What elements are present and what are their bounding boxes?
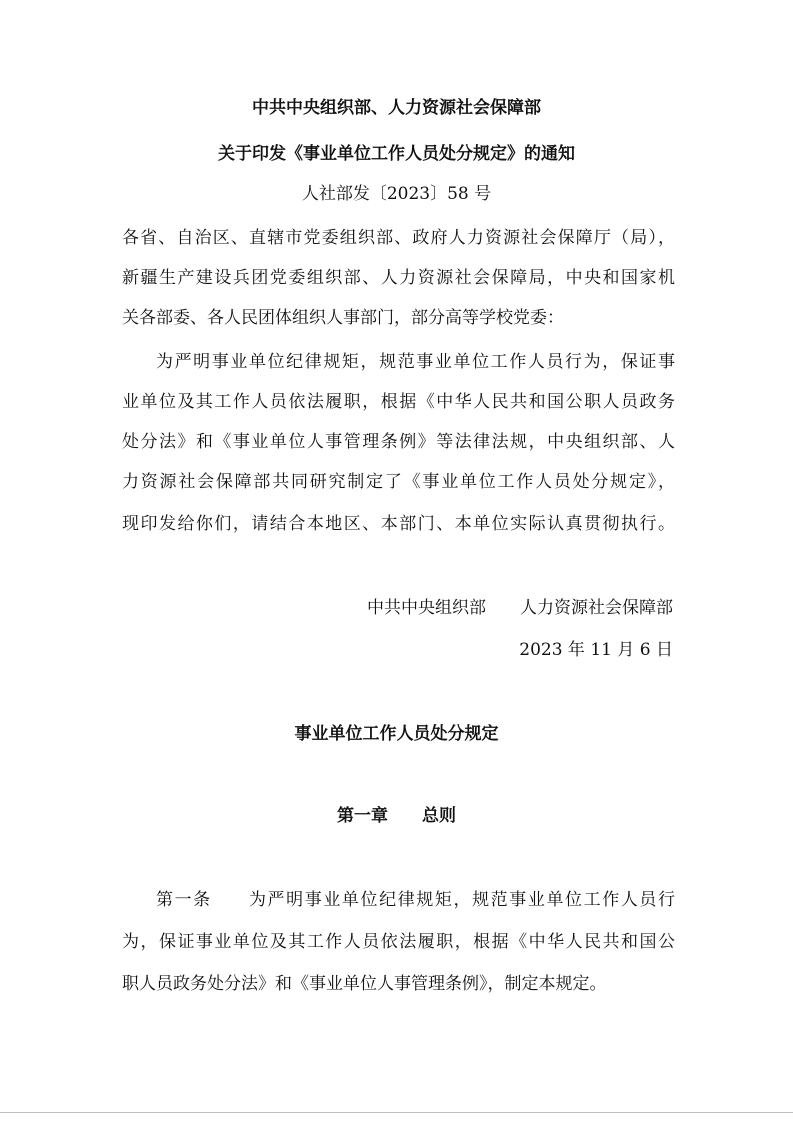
notice-body-line-5: 现印发给你们，请结合本地区、本部门、本单位实际认真贯彻执行。	[122, 514, 675, 534]
chapter-heading: 第一章 总则	[337, 806, 456, 826]
notice-body-line-4: 力资源社会保障部共同研究制定了《事业单位工作人员处分规定》，	[122, 472, 675, 492]
recipients-line-3: 关各部委、各人民团体组织人事部门，部分高等学校党委：	[122, 308, 564, 328]
recipients-line-2: 新疆生产建设兵团党委组织部、人力资源社会保障局，中央和国家机	[122, 268, 675, 288]
document-number: 人社部发〔2023〕58 号	[301, 184, 492, 204]
signature: 中共中央组织部 人力资源社会保障部	[367, 598, 673, 618]
notice-body-line-2: 业单位及其工作人员依法履职，根据《中华人民共和国公职人员政务	[122, 392, 675, 412]
notice-title-line-1: 中共中央组织部、人力资源社会保障部	[252, 98, 541, 118]
notice-title-line-2: 关于印发《事业单位工作人员处分规定》的通知	[218, 144, 575, 164]
notice-body-line-3: 处分法》和《事业单位人事管理条例》等法律法规，中央组织部、人	[122, 432, 675, 452]
issue-date: 2023 年 11 月 6 日	[519, 640, 673, 660]
article-1-line-3: 职人员政务处分法》和《事业单位人事管理条例》，制定本规定。	[122, 974, 607, 994]
page-bottom-rule	[0, 1112, 793, 1113]
notice-body-line-1: 为严明事业单位纪律规矩，规范事业单位工作人员行为，保证事	[156, 352, 675, 372]
article-1-line-1: 第一条 为严明事业单位纪律规矩，规范事业单位工作人员行	[156, 890, 675, 910]
regulation-title: 事业单位工作人员处分规定	[294, 724, 499, 744]
article-1-line-2: 为，保证事业单位及其工作人员依法履职，根据《中华人民共和国公	[122, 932, 675, 952]
recipients-line-1: 各省、自治区、直辖市党委组织部、政府人力资源社会保障厅（局），	[122, 228, 675, 248]
